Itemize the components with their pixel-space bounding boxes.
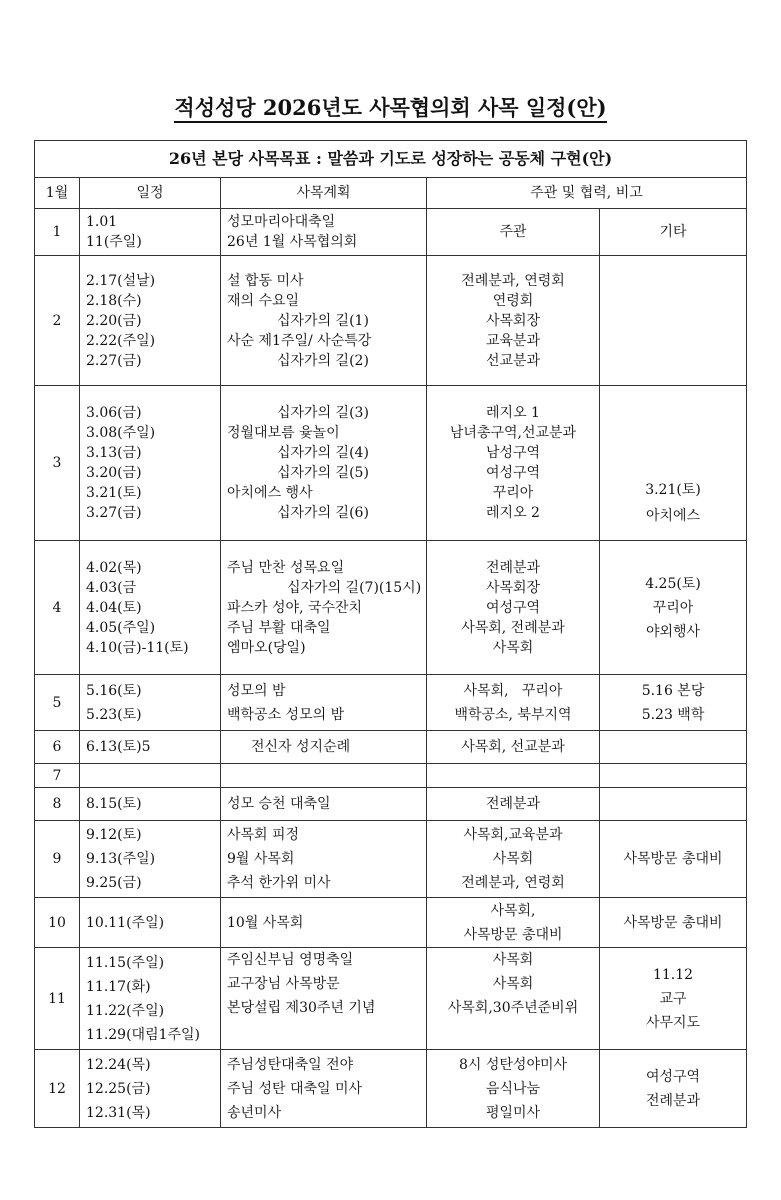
month-number: 7 — [35, 764, 80, 788]
note-cell — [600, 764, 747, 788]
goal-row — [35, 141, 747, 178]
date-cell: 5.16(토) 5.23(토) — [80, 675, 221, 731]
month-number: 1 — [35, 209, 80, 256]
schedule-table — [34, 140, 747, 1128]
plan-cell: 주님성탄대축일 전야 주님 성탄 대축일 미사 송년미사 — [221, 1050, 427, 1128]
host-cell: 전례분과, 연령회 연령회 사목회장 교육분과 선교분과 — [427, 256, 600, 386]
table-row-oct — [35, 898, 747, 948]
month-number: 5 — [35, 675, 80, 731]
date-cell: 8.15(토) — [80, 788, 221, 821]
date-cell: 9.12(토) 9.13(주일) 9.25(금) — [80, 821, 221, 898]
date-cell — [80, 764, 221, 788]
table-row-jun — [35, 731, 747, 764]
date-cell: 11.15(주일) 11.17(화) 11.22(주일) 11.29(대림1주일) — [80, 948, 221, 1050]
table-row-feb — [35, 256, 747, 386]
note-cell: 5.16 본당 5.23 백학 — [600, 675, 747, 731]
date-cell: 1.01 11(주일) — [80, 209, 221, 256]
plan-cell — [221, 764, 427, 788]
month-number: 9 — [35, 821, 80, 898]
host-cell: 전례분과 사목회장 여성구역 사목회, 전례분과 사목회 — [427, 541, 600, 675]
note-cell: 여성구역 전례분과 — [600, 1050, 747, 1128]
date-cell: 6.13(토)5 — [80, 731, 221, 764]
date-cell: 2.17(설날) 2.18(수) 2.20(금) 2.22(주일) 2.27(금) — [80, 256, 221, 386]
month-number: 6 — [35, 731, 80, 764]
note-cell — [600, 788, 747, 821]
table-row-aug — [35, 788, 747, 821]
header-host: 주관 및 협력, 비고 — [427, 178, 747, 209]
month-number: 4 — [35, 541, 80, 675]
date-cell: 12.24(목) 12.25(금) 12.31(목) — [80, 1050, 221, 1128]
month-number: 2 — [35, 256, 80, 386]
month-number: 11 — [35, 948, 80, 1050]
note-cell: 4.25(토) 꾸리아 야외행사 — [600, 541, 747, 675]
plan-cell: 성모마리아대축일 26년 1월 사목협의회 — [221, 209, 427, 256]
note-cell: 사목방문 총대비 — [600, 898, 747, 948]
table-row-jul — [35, 764, 747, 788]
header-date: 일정 — [80, 178, 221, 209]
host-cell: 사목회,교육분과 사목회 전례분과, 연령회 — [427, 821, 600, 898]
header-plan: 사목계획 — [221, 178, 427, 209]
header-month: 1월 — [35, 178, 80, 209]
month-number: 10 — [35, 898, 80, 948]
month-number: 3 — [35, 386, 80, 541]
plan-cell: 성모의 밤 백학공소 성모의 밤 — [221, 675, 427, 731]
plan-cell: 성모 승천 대축일 — [221, 788, 427, 821]
header-row — [35, 178, 747, 209]
date-cell: 3.06(금) 3.08(주일) 3.13(금) 3.20(금) 3.21(토) 3.27(금) — [80, 386, 221, 541]
note-cell: 기타 — [600, 209, 747, 256]
host-cell: 사목회 사목회 사목회,30주년준비위 — [427, 948, 600, 1050]
month-number: 12 — [35, 1050, 80, 1128]
note-cell — [600, 256, 747, 386]
date-cell: 10.11(주일) — [80, 898, 221, 948]
note-cell: 3.21(토) 아치에스 — [600, 386, 747, 541]
host-cell — [427, 764, 600, 788]
note-cell: 11.12 교구 사무지도 — [600, 948, 747, 1050]
table-row-jan — [35, 209, 747, 256]
plan-cell: 설 합동 미사 재의 수요일 십자가의 길(1) 사순 제1주일/ 사순특강 십자가의 길(2) — [221, 256, 427, 386]
plan-cell: 10월 사목회 — [221, 898, 427, 948]
table-row-nov — [35, 948, 747, 1050]
table-row-sep — [35, 821, 747, 898]
month-number: 8 — [35, 788, 80, 821]
host-cell: 레지오 1 남녀총구역,선교분과 남성구역 여성구역 꾸리아 레지오 2 — [427, 386, 600, 541]
plan-cell: 사목회 피정 9월 사목회 추석 한가위 미사 — [221, 821, 427, 898]
note-cell: 사목방문 총대비 — [600, 821, 747, 898]
table-row-mar — [35, 386, 747, 541]
date-cell: 4.02(목) 4.03(금 4.04(토) 4.05(주일) 4.10(금)-11(토) — [80, 541, 221, 675]
host-cell: 주관 — [427, 209, 600, 256]
note-cell — [600, 731, 747, 764]
table-row-apr — [35, 541, 747, 675]
table-row-may — [35, 675, 747, 731]
plan-cell: 주임신부님 영명축일 교구장님 사목방문 본당설립 제30주년 기념 — [221, 948, 427, 1050]
plan-cell: 십자가의 길(3) 정월대보름 윷놀이 십자가의 길(4) 십자가의 길(5) 아치에스 행사 십자가의 길(6) — [221, 386, 427, 541]
host-cell: 사목회, 꾸리아 백학공소, 북부지역 — [427, 675, 600, 731]
plan-cell: 주님 만찬 성목요일 십자가의 길(7)(15시) 파스카 성야, 국수잔치 주님 부활 대축일 엠마오(당일) — [221, 541, 427, 675]
host-cell: 사목회, 선교분과 — [427, 731, 600, 764]
plan-cell: 전신자 성지순례 — [221, 731, 427, 764]
pastoral-goal: 26년 본당 사목목표 : 말씀과 기도로 성장하는 공동체 구현(안) — [35, 141, 747, 178]
document-title: 적성성당 2026년도 사목협의회 사목 일정(안) — [0, 92, 781, 122]
host-cell: 전례분과 — [427, 788, 600, 821]
host-cell: 8시 성탄성야미사 음식나눔 평일미사 — [427, 1050, 600, 1128]
host-cell: 사목회, 사목방문 총대비 — [427, 898, 600, 948]
table-row-dec — [35, 1050, 747, 1128]
